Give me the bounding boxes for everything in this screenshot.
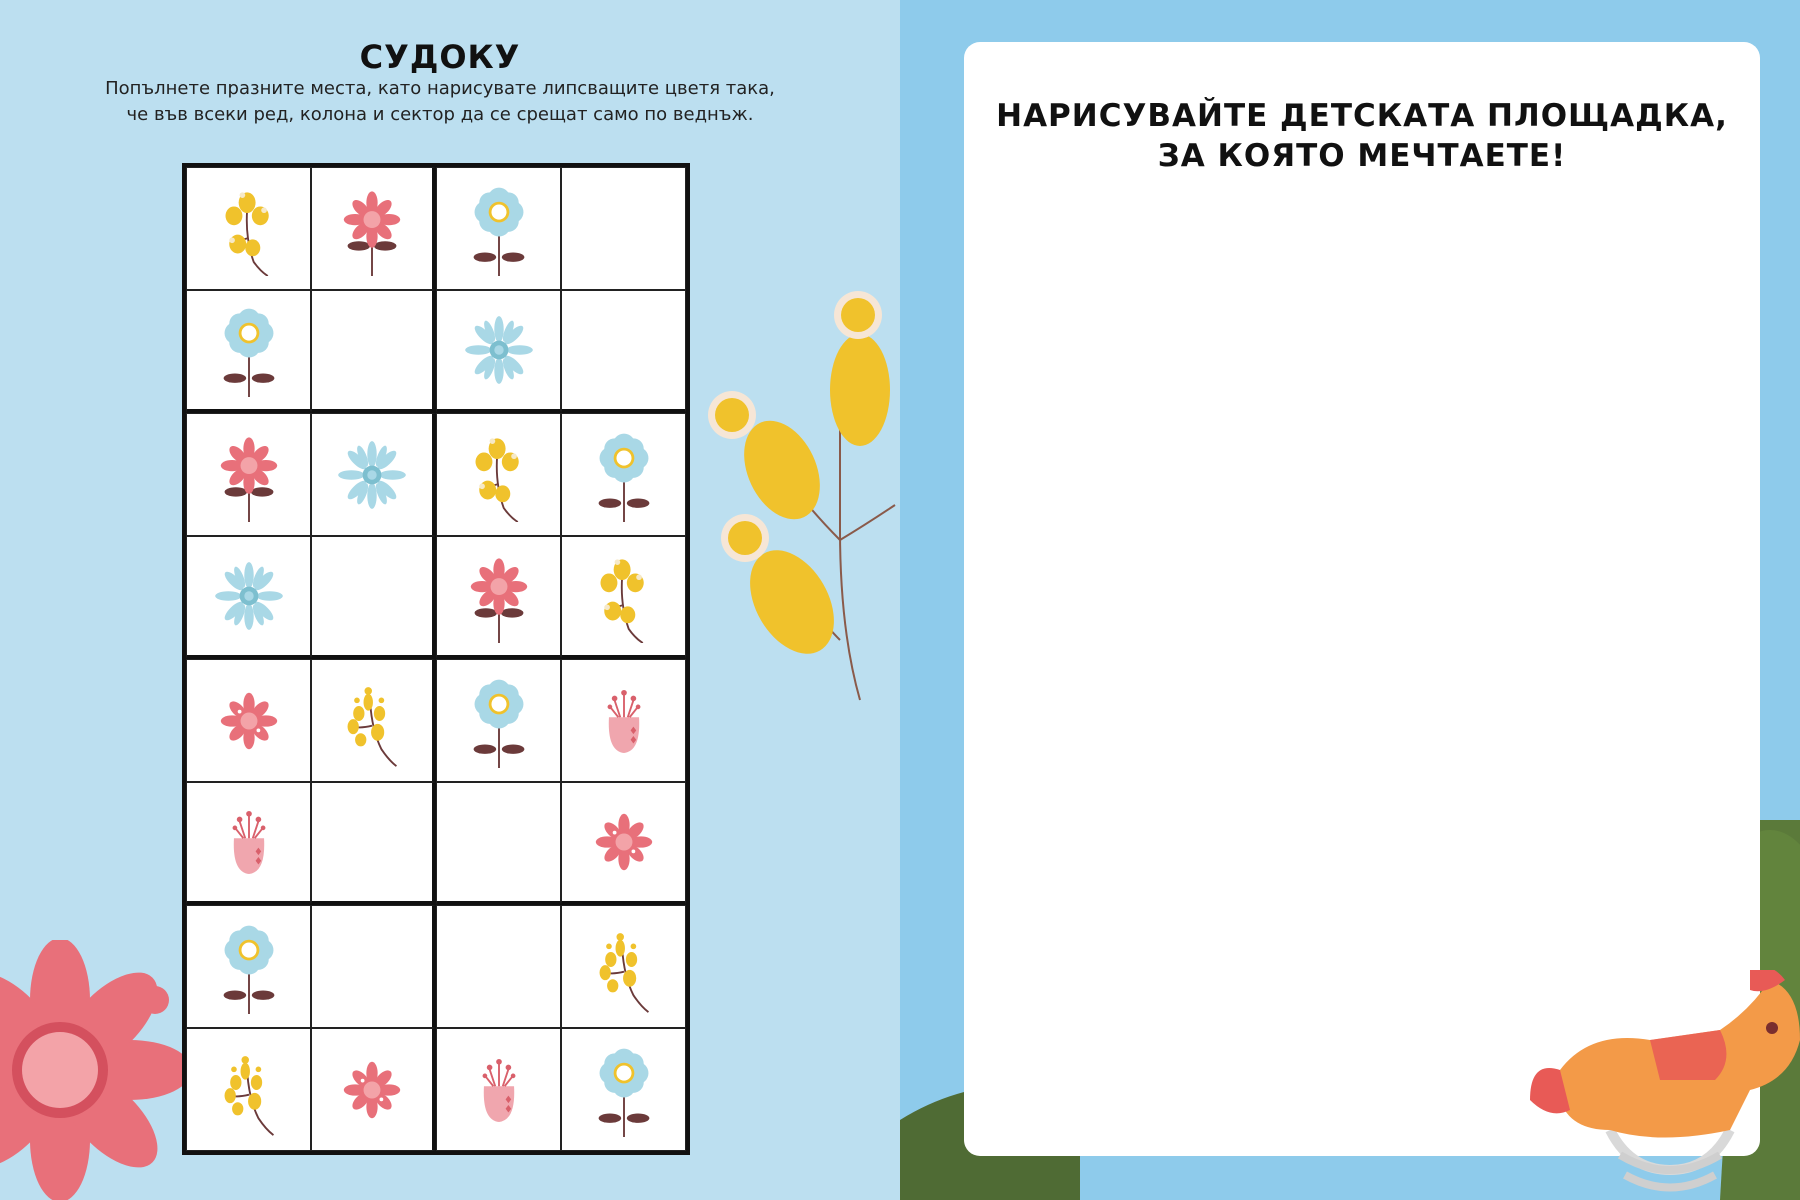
yellow-tulip-flower-icon <box>207 182 291 276</box>
sudoku-grid <box>182 163 690 1155</box>
yellow-sprig-flower-icon <box>330 674 414 768</box>
rocking-horse-decoration <box>1500 970 1800 1200</box>
sudoku-cell-yellow-sprig-flower <box>186 1028 311 1151</box>
sudoku-cell-red-daisy-flower <box>311 167 436 290</box>
sudoku-cell-blue-flower <box>186 290 311 413</box>
blue-flower-icon <box>457 674 541 768</box>
drawing-title-line-2: ЗА КОЯТО МЕЧТАЕТЕ! <box>1157 138 1567 174</box>
blue-flower-icon <box>457 182 541 276</box>
sudoku-cell-yellow-tulip-flower <box>436 413 561 536</box>
sudoku-cell-blue-flower <box>436 167 561 290</box>
sudoku-cell-yellow-sprig-flower <box>561 905 686 1028</box>
pink-daisy-flower-icon <box>207 674 291 768</box>
yellow-tulip-flower-icon <box>582 549 666 643</box>
pink-tulip-flower-icon <box>457 1043 541 1137</box>
red-flower-decoration <box>0 940 190 1200</box>
pink-tulip-flower-icon <box>582 674 666 768</box>
sudoku-cell-blue-flower <box>436 659 561 782</box>
instruction-line-2: че във всеки ред, колона и сектор да се срещат само по веднъж. <box>126 104 754 125</box>
sudoku-cell-empty[interactable] <box>311 782 436 905</box>
sudoku-cell-blue-flower <box>561 1028 686 1151</box>
sudoku-cell-empty[interactable] <box>311 290 436 413</box>
sudoku-cell-pink-tulip-flower <box>561 659 686 782</box>
sudoku-cell-pink-daisy-flower <box>311 1028 436 1151</box>
blue-flower-icon <box>207 920 291 1014</box>
yellow-sprig-flower-icon <box>582 920 666 1014</box>
sudoku-title: СУДОКУ <box>359 38 521 76</box>
blue-aster-flower-icon <box>457 303 541 397</box>
yellow-branch-decoration <box>690 280 900 710</box>
sudoku-cell-blue-flower <box>561 413 686 536</box>
sudoku-cell-empty[interactable] <box>436 905 561 1028</box>
yellow-tulip-flower-icon <box>457 428 541 522</box>
sudoku-cell-pink-daisy-flower <box>561 782 686 905</box>
blue-flower-icon <box>582 1043 666 1137</box>
sudoku-cell-yellow-tulip-flower <box>186 167 311 290</box>
sudoku-cell-blue-aster-flower <box>436 290 561 413</box>
sudoku-cell-pink-tulip-flower <box>436 1028 561 1151</box>
sudoku-cell-pink-tulip-flower <box>186 782 311 905</box>
sudoku-cell-empty[interactable] <box>311 536 436 659</box>
drawing-title <box>964 96 1760 176</box>
sudoku-cell-blue-flower <box>186 905 311 1028</box>
red-daisy-flower-icon <box>207 428 291 522</box>
sudoku-cell-pink-daisy-flower <box>186 659 311 782</box>
sudoku-instructions <box>40 76 840 128</box>
red-daisy-flower-icon <box>330 182 414 276</box>
sudoku-cell-red-daisy-flower <box>186 413 311 536</box>
sudoku-cell-empty[interactable] <box>561 167 686 290</box>
sudoku-cell-blue-aster-flower <box>311 413 436 536</box>
sudoku-cell-empty[interactable] <box>561 290 686 413</box>
drawing-title-line-1: НАРИСУВАЙТЕ ДЕТСКАТА ПЛОЩАДКА, <box>996 98 1728 134</box>
blue-flower-icon <box>582 428 666 522</box>
instruction-line-1: Попълнете празните места, като нарисувате липсващите цветя така, <box>105 78 775 99</box>
sudoku-cell-blue-aster-flower <box>186 536 311 659</box>
right-page <box>900 0 1800 1200</box>
blue-aster-flower-icon <box>207 549 291 643</box>
blue-aster-flower-icon <box>330 428 414 522</box>
blue-flower-icon <box>207 303 291 397</box>
pink-daisy-flower-icon <box>330 1043 414 1137</box>
sudoku-cell-yellow-tulip-flower <box>561 536 686 659</box>
sudoku-cell-empty[interactable] <box>311 905 436 1028</box>
sudoku-cell-red-daisy-flower <box>436 536 561 659</box>
red-daisy-flower-icon <box>457 549 541 643</box>
sudoku-cell-yellow-sprig-flower <box>311 659 436 782</box>
pink-daisy-flower-icon <box>582 795 666 889</box>
sudoku-cell-empty[interactable] <box>436 782 561 905</box>
yellow-sprig-flower-icon <box>207 1043 291 1137</box>
pink-tulip-flower-icon <box>207 795 291 889</box>
